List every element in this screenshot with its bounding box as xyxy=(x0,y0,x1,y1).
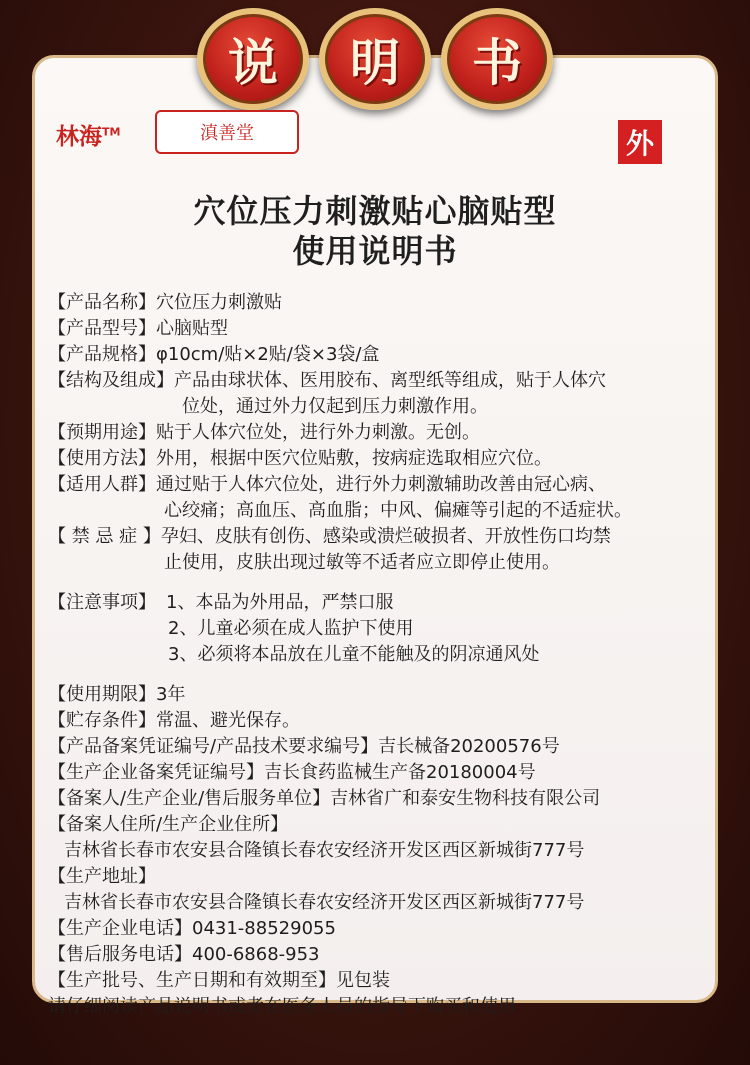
banner-char: 书 xyxy=(472,33,522,92)
spec-row xyxy=(48,420,708,446)
spec-row xyxy=(48,446,708,472)
spec-row xyxy=(48,342,708,368)
contact-value: 0431-88529055 xyxy=(192,918,336,939)
spec-label: 【产品型号】 xyxy=(48,318,156,339)
spacer xyxy=(48,576,708,590)
info-row xyxy=(48,682,708,708)
doc-body xyxy=(48,290,708,1020)
note-line: 1、本品为外用品，严禁口服 xyxy=(166,592,394,613)
spec-row xyxy=(48,316,708,342)
title-banner xyxy=(0,8,750,118)
spec-row xyxy=(48,472,708,498)
contact-row xyxy=(48,942,708,968)
spec-row xyxy=(48,290,708,316)
spec-value: 孕妇、皮肤有创伤、感染或溃烂破损者、开放性伤口均禁 xyxy=(160,526,611,547)
spec-value: 贴于人体穴位处，进行外力刺激。无创。 xyxy=(156,422,480,443)
info-value: 常温、避光保存。 xyxy=(156,710,300,731)
note-line: 3、必须将本品放在儿童不能触及的阴凉通风处 xyxy=(168,644,540,665)
notes-label: 【注意事项】 xyxy=(48,592,156,613)
footer-note: 请仔细阅读产品说明书或者在医务人员的指导下购买和使用 xyxy=(48,996,516,1017)
info-label: 【产品备案凭证编号/产品技术要求编号】 xyxy=(48,736,379,757)
info-row xyxy=(48,760,708,786)
info-label: 【贮存条件】 xyxy=(48,710,156,731)
doc-subtitle: 使用说明书 xyxy=(292,232,458,270)
spec-continuation: 位处，通过外力仅起到压力刺激作用。 xyxy=(182,396,488,417)
spec-label: 【使用方法】 xyxy=(48,448,156,469)
spec-continuation: 心绞痛；高血压、高血脂；中风、偏瘫等引起的不适症状。 xyxy=(164,500,632,521)
spec-value: 通过贴于人体穴位处，进行外力刺激辅助改善由冠心病、 xyxy=(156,474,606,495)
spec-row xyxy=(48,368,708,394)
spec-value: φ10cm/贴×2贴/袋×3袋/盒 xyxy=(156,344,380,365)
contact-value: 400-6868-953 xyxy=(192,944,320,965)
note-line: 2、儿童必须在成人监护下使用 xyxy=(168,618,414,639)
spec-label: 【 禁 忌 症 】 xyxy=(48,526,161,547)
info-value: 吉长械备20200576号 xyxy=(378,736,560,757)
info-label: 【生产企业备案凭证编号】 xyxy=(48,762,264,783)
address-label: 【生产地址】 xyxy=(48,866,156,887)
contact-label: 【生产企业电话】 xyxy=(48,918,192,939)
spec-continuation: 止使用，皮肤出现过敏等不适者应立即停止使用。 xyxy=(164,552,560,573)
contact-value: 见包装 xyxy=(336,970,390,991)
banner-char: 说 xyxy=(228,33,278,92)
notes-row xyxy=(48,590,708,616)
info-row xyxy=(48,708,708,734)
info-label: 【使用期限】 xyxy=(48,684,156,705)
info-label: 【备案人/生产企业/售后服务单位】 xyxy=(48,788,331,809)
banner-medal xyxy=(441,8,553,110)
brand-logo xyxy=(56,118,120,151)
seal-text: 滇善堂 xyxy=(200,123,254,144)
address-label: 【备案人住所/生产企业住所】 xyxy=(48,814,289,835)
spec-label: 【预期用途】 xyxy=(48,422,156,443)
seal-logo xyxy=(155,110,299,154)
spec-value: 产品由球状体、医用胶布、离型纸等组成，贴于人体穴 xyxy=(174,370,606,391)
contact-row xyxy=(48,968,708,994)
info-row xyxy=(48,786,708,812)
external-use-badge: 外 xyxy=(618,120,662,164)
banner-medal xyxy=(319,8,431,110)
address-value: 吉林省长春市农安县合隆镇长春农安经济开发区西区新城街777号 xyxy=(64,892,585,913)
spec-label: 【适用人群】 xyxy=(48,474,156,495)
doc-title: 穴位压力刺激贴心脑贴型 xyxy=(193,192,557,230)
trademark: TM xyxy=(102,125,121,139)
spec-label: 【产品名称】 xyxy=(48,292,156,313)
spec-value: 心脑贴型 xyxy=(156,318,228,339)
spec-row xyxy=(48,524,708,550)
info-row xyxy=(48,734,708,760)
info-value: 吉长食药监械生产备20180004号 xyxy=(264,762,536,783)
info-value: 3年 xyxy=(156,684,186,705)
address-value: 吉林省长春市农安县合隆镇长春农安经济开发区西区新城街777号 xyxy=(64,840,585,861)
banner-char: 明 xyxy=(350,33,400,92)
contact-row xyxy=(48,916,708,942)
spec-value: 外用，根据中医穴位贴敷，按病症选取相应穴位。 xyxy=(156,448,552,469)
banner-medal xyxy=(197,8,309,110)
contact-label: 【售后服务电话】 xyxy=(48,944,192,965)
info-value: 吉林省广和泰安生物科技有限公司 xyxy=(330,788,601,809)
spec-label: 【结构及组成】 xyxy=(48,370,174,391)
spacer xyxy=(48,668,708,682)
brand-name: 林海 xyxy=(56,124,102,150)
spec-value: 穴位压力刺激贴 xyxy=(156,292,282,313)
contact-label: 【生产批号、生产日期和有效期至】 xyxy=(48,970,336,991)
spec-label: 【产品规格】 xyxy=(48,344,156,365)
